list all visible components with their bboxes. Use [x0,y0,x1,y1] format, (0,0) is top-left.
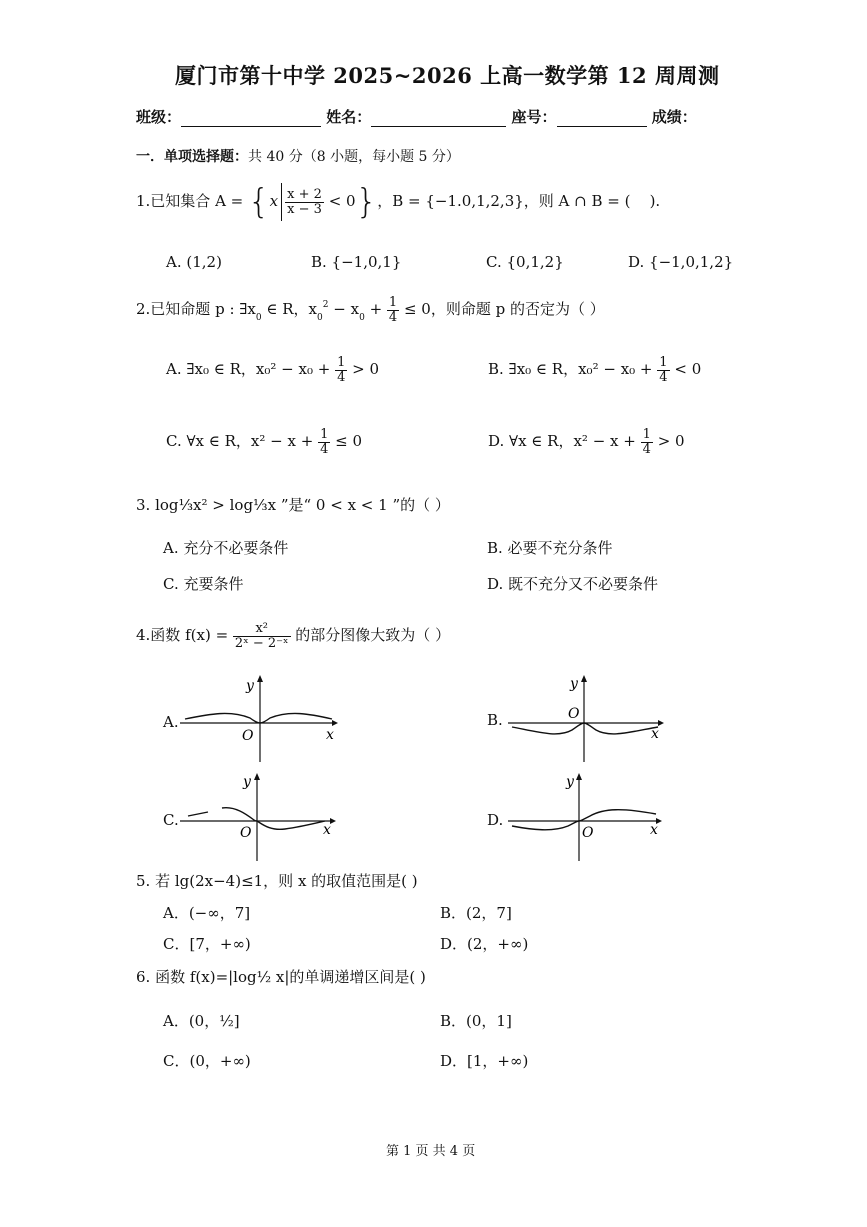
section-heading [136,146,460,166]
q3-option-a[interactable]: A. 充分不必要条件 [163,539,289,557]
page-title: 厦门市第十中学 2025~2026 上高一数学第 12 周周测 [175,63,720,88]
class-label: 班级： [136,108,182,126]
y-arrow-icon [576,773,582,780]
q1-numerator: x + 2 [287,186,322,202]
q6-option-d[interactable]: D．[1，+∞) [440,1052,529,1070]
question-3: 3. log⅓x² > log⅓x ”是“ 0 < x < 1 ”的（ ） [136,496,450,514]
q2-d-tail: > 0 [657,432,685,451]
page-footer: 第 1 页 共 4 页 [386,1144,476,1159]
q5-option-b[interactable]: B．(2，7] [440,904,512,922]
q2-d-num: 1 [642,427,651,442]
q3-option-b[interactable]: B. 必要不充分条件 [487,539,613,557]
seat-label: 座号： [511,108,557,126]
seat-field[interactable] [557,112,647,127]
student-info-row [136,106,697,127]
q2-option-d[interactable] [488,428,685,456]
q4-numerator: x² [233,622,291,637]
q2-d-label: D. ∀x ∈ R，x² − x + [488,432,636,451]
y-arrow-icon [257,675,263,682]
section-title: 一．单项选择题： [136,149,248,165]
q6-option-c[interactable]: C．(0，+∞) [163,1052,251,1070]
y-label: y [570,676,578,692]
origin-label: O [582,825,594,841]
curve-c [222,808,325,830]
x-label: x [651,726,659,742]
q2-b-label: B. ∃x₀ ∈ R，x₀² − x₀ + [488,360,653,379]
q2-tail: ≤ 0，则命题 p 的否定为（ ） [399,300,605,319]
y-arrow-icon [581,675,587,682]
q4-graph-c[interactable] [180,768,340,863]
question-6: 6. 函数 f(x)=|log½ x|的单调递增区间是( ) [136,968,426,986]
origin-label: O [568,706,580,722]
q2-option-c[interactable] [166,428,362,456]
q3-option-c[interactable]: C. 充要条件 [163,575,244,593]
q2-frac-den: 4 [388,309,398,325]
q2-c-tail: ≤ 0 [335,432,363,451]
q2-b-num: 1 [659,355,668,370]
origin-label: O [240,825,252,841]
q2-b-tail: < 0 [674,360,702,379]
brace-right: } [355,182,378,222]
x-label: x [323,822,331,838]
q2-mid: ∈ R，x [261,300,318,319]
q1-option-c[interactable]: C. {0,1,2} [486,253,564,271]
curve-c-left [188,812,208,816]
name-field[interactable] [371,112,506,127]
q1-tail: ). [649,192,661,210]
y-label: y [246,678,254,694]
q1-inequality: < 0 [328,192,356,210]
q4-label-a[interactable]: A. [163,713,179,731]
q1-option-b[interactable]: B. {−1,0,1} [311,253,402,271]
question-5: 5. 若 lg(2x−4)≤1，则 x 的取值范围是( ) [136,872,418,890]
x-label: x [650,822,658,838]
q2-c-label: C. ∀x ∈ R，x² − x + [166,432,314,451]
q4-label-d[interactable]: D. [487,811,504,829]
y-arrow-icon [254,773,260,780]
q2-c-den: 4 [320,441,329,457]
q1-denominator: x − 3 [287,201,322,217]
class-field[interactable] [181,112,321,127]
brace-left: { [248,182,270,222]
section-note: 共 40 分（8 小题，每小题 5 分） [248,149,460,165]
q5-option-a[interactable]: A．(−∞，7] [163,904,251,922]
q2-c-num: 1 [320,427,329,442]
question-4 [136,622,450,650]
q4-tail: 的部分图像大致为（ ） [295,626,451,645]
q6-option-a[interactable]: A．(0，½] [163,1012,240,1030]
q4-denominator: 2ˣ − 2⁻ˣ [234,635,289,651]
q2-frac-num: 1 [388,295,398,310]
q2-plus: + [364,300,387,319]
curve-a [185,713,332,723]
q1-prefix: 1.已知集合 A = [136,192,244,210]
q2-a-den: 4 [337,369,346,385]
name-label: 姓名： [326,108,372,126]
q4-label-c[interactable]: C. [163,811,179,829]
curve-b [512,723,658,734]
q2-d-den: 4 [642,441,651,457]
q1-option-a[interactable]: A. (1,2) [166,253,222,271]
y-label: y [243,774,251,790]
q3-option-d[interactable]: D. 既不充分又不必要条件 [487,575,659,593]
q1-option-d[interactable]: D. {−1,0,1,2} [628,253,734,271]
question-1: 1.已知集合 A = {x $\frac{x + 2}{x - 3}$ < 0}，B = {−1.0,1,2,3}，则 A ∩ B = ( ). [136,182,661,222]
score-label: 成绩： [651,108,697,126]
q4-label-b[interactable]: B. [487,711,503,729]
q4-graph-b[interactable] [508,672,668,764]
q2-option-a[interactable] [166,356,379,384]
q1-set-b: ，B = {−1.0,1,2,3}，则 A ∩ B = ( [377,192,631,210]
q5-option-c[interactable]: C．[7，+∞) [163,935,251,953]
q6-option-b[interactable]: B．(0，1] [440,1012,512,1030]
q2-a-num: 1 [337,355,346,370]
y-label: y [566,774,574,790]
q2-option-b[interactable] [488,356,701,384]
q2-b-den: 4 [659,369,668,385]
set-bar [281,183,282,221]
q4-graph-d[interactable] [508,768,668,863]
x-label: x [326,727,334,743]
question-2: 2.已知命题 p : $\exists x_0$ ∈ R，$x_0^2 - x_0$ + $\frac{1}{4}$ ≤ 0，则命题 p 的否定为（ ） [136,295,605,325]
q4-graph-a[interactable] [180,672,340,764]
q2-prefix: 2.已知命题 p : ∃x [136,300,256,319]
q5-option-d[interactable]: D．(2，+∞) [440,935,529,953]
q2-expr: − x [328,300,360,319]
origin-label: O [242,728,254,744]
q2-a-tail: > 0 [352,360,380,379]
q2-a-label: A. ∃x₀ ∈ R，x₀² − x₀ + [166,360,331,379]
x-arrow-icon [332,720,338,726]
q4-prefix: 4.函数 f(x) = [136,626,229,645]
